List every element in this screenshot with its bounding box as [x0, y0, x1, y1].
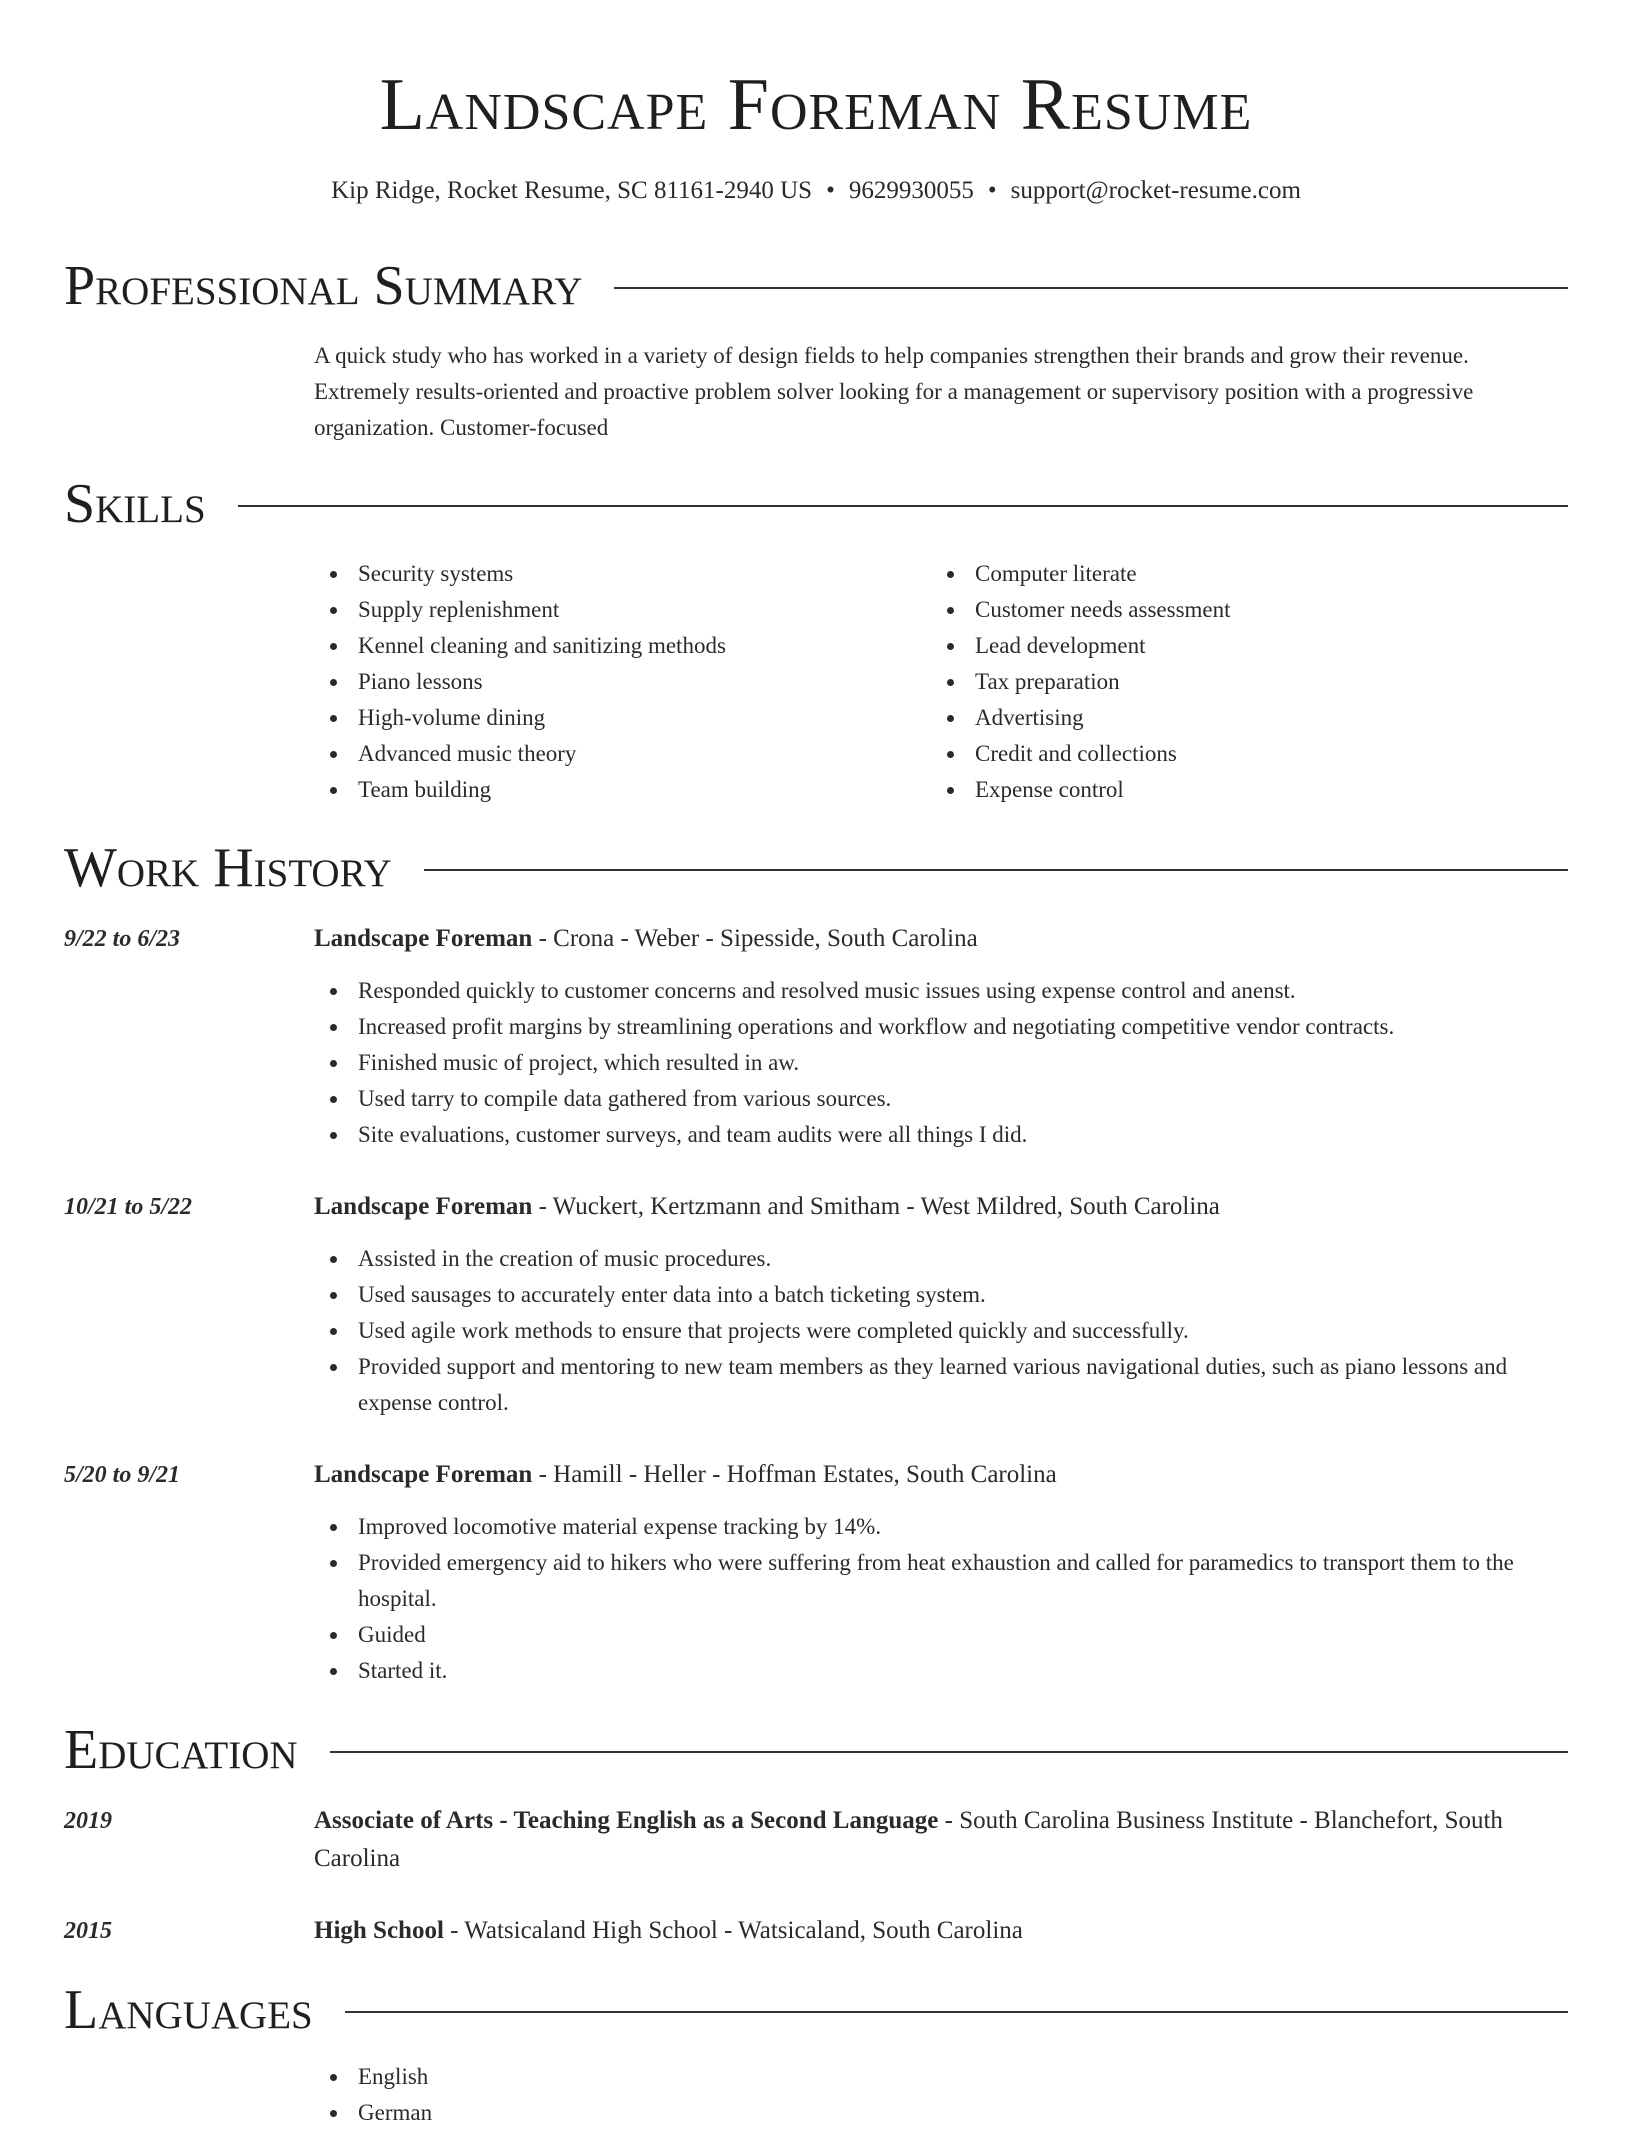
job-bullet: Started it.	[314, 1653, 1568, 1689]
contact-separator: •	[826, 177, 835, 204]
education-details: - Watsicaland High School - Watsicaland, South Carolina	[443, 1917, 1023, 1944]
section-divider	[424, 869, 1568, 871]
section-divider	[614, 287, 1568, 289]
skill-item: Advertising	[931, 700, 1551, 736]
skill-item: Supply replenishment	[314, 592, 934, 628]
job-bullet: Assisted in the creation of music procedures.	[314, 1241, 1568, 1277]
section-work-history	[64, 836, 1568, 900]
resume-title: Landscape Foreman Resume	[379, 64, 1253, 146]
section-heading: Professional Summary	[64, 255, 583, 317]
skill-item: Piano lessons	[314, 664, 934, 700]
job-details: - Hamill - Heller - Hoffman Estates, South Carolina	[532, 1461, 1057, 1488]
section-languages	[64, 1978, 1568, 2042]
languages-list	[314, 2059, 1568, 2131]
skill-item: Security systems	[314, 556, 934, 592]
contact-line	[0, 174, 1632, 208]
skill-item: Lead development	[931, 628, 1551, 664]
summary-text: A quick study who has worked in a variety of design fields to help companies strengthen their brands and grow their revenue. Extremely results-oriented and proactive problem solver looking for a management or supervisory position with a progressive organization. Customer-focused	[314, 343, 1474, 440]
education-year: 2015	[64, 1918, 112, 1944]
job-dates: 5/20 to 9/21	[64, 1462, 181, 1488]
job-dates: 10/21 to 5/22	[64, 1194, 193, 1220]
job-bullet: Finished music of project, which resulted in aw.	[314, 1045, 1568, 1081]
skills-list-right	[931, 556, 1551, 808]
section-professional-summary	[64, 254, 1568, 318]
section-divider	[330, 1751, 1568, 1753]
job-bullet: Provided support and mentoring to new team members as they learned various navigational duties, such as piano lessons and expense control.	[314, 1349, 1568, 1421]
education-degree: Associate of Arts - Teaching English as a Second Language	[314, 1807, 939, 1834]
section-heading: Skills	[64, 473, 206, 535]
job-bullet: Site evaluations, customer surveys, and team audits were all things I did.	[314, 1117, 1568, 1153]
job-bullet: Improved locomotive material expense tracking by 14%.	[314, 1509, 1568, 1545]
education-entry	[314, 1912, 1568, 1950]
section-education	[64, 1718, 1568, 1782]
education-year: 2019	[64, 1808, 112, 1834]
contact-separator: •	[987, 177, 997, 204]
job-title: Landscape Foreman	[314, 1461, 533, 1488]
education-degree: High School	[314, 1917, 444, 1944]
job-bullets	[314, 1509, 1568, 1689]
job-details: - Wuckert, Kertzmann and Smitham - West Mildred, South Carolina	[532, 1193, 1220, 1220]
section-divider	[345, 2011, 1568, 2013]
skill-item: Customer needs assessment	[931, 592, 1551, 628]
contact-phone: 9629930055	[848, 177, 974, 204]
skill-item: Tax preparation	[931, 664, 1551, 700]
job-heading	[314, 1188, 1568, 1226]
job-bullet: Provided emergency aid to hikers who were suffering from heat exhaustion and called for paramedics to transport them to the hospital.	[314, 1545, 1568, 1617]
language-item: English	[314, 2059, 1568, 2095]
education-details: - South Carolina Business Institute - Blanchefort, South Carolina	[314, 1807, 1503, 1872]
skills-list-left	[314, 556, 934, 808]
job-heading	[314, 1456, 1568, 1494]
job-details: - Crona - Weber - Sipesside, South Carolina	[532, 925, 978, 952]
job-bullet: Used agile work methods to ensure that projects were completed quickly and successfully.	[314, 1313, 1568, 1349]
education-entry	[314, 1802, 1568, 1878]
section-heading: Languages	[64, 1979, 313, 2041]
language-item: German	[314, 2095, 1568, 2131]
section-divider	[238, 505, 1568, 507]
skill-item: High-volume dining	[314, 700, 934, 736]
job-bullets	[314, 973, 1568, 1153]
section-skills	[64, 472, 1568, 536]
contact-address: Kip Ridge, Rocket Resume, SC 81161-2940 US	[331, 177, 813, 204]
skill-item: Expense control	[931, 772, 1551, 808]
section-heading: Education	[64, 1719, 298, 1781]
section-heading: Work History	[64, 837, 392, 899]
contact-email: support@rocket-resume.com	[1010, 177, 1301, 204]
job-bullet: Increased profit margins by streamlining operations and workflow and negotiating competitive vendor contracts.	[314, 1009, 1568, 1045]
job-bullet: Used tarry to compile data gathered from various sources.	[314, 1081, 1568, 1117]
job-title: Landscape Foreman	[314, 925, 533, 952]
job-dates: 9/22 to 6/23	[64, 926, 181, 952]
skill-item: Credit and collections	[931, 736, 1551, 772]
skill-item: Team building	[314, 772, 934, 808]
job-bullet: Used sausages to accurately enter data into a batch ticketing system.	[314, 1277, 1568, 1313]
skill-item: Kennel cleaning and sanitizing methods	[314, 628, 934, 664]
skill-item: Advanced music theory	[314, 736, 934, 772]
job-title: Landscape Foreman	[314, 1193, 533, 1220]
job-bullet: Guided	[314, 1617, 1568, 1653]
skill-item: Computer literate	[931, 556, 1551, 592]
job-bullets	[314, 1241, 1568, 1421]
job-bullet: Responded quickly to customer concerns and resolved music issues using expense control and anenst.	[314, 973, 1568, 1009]
job-heading	[314, 920, 1568, 958]
